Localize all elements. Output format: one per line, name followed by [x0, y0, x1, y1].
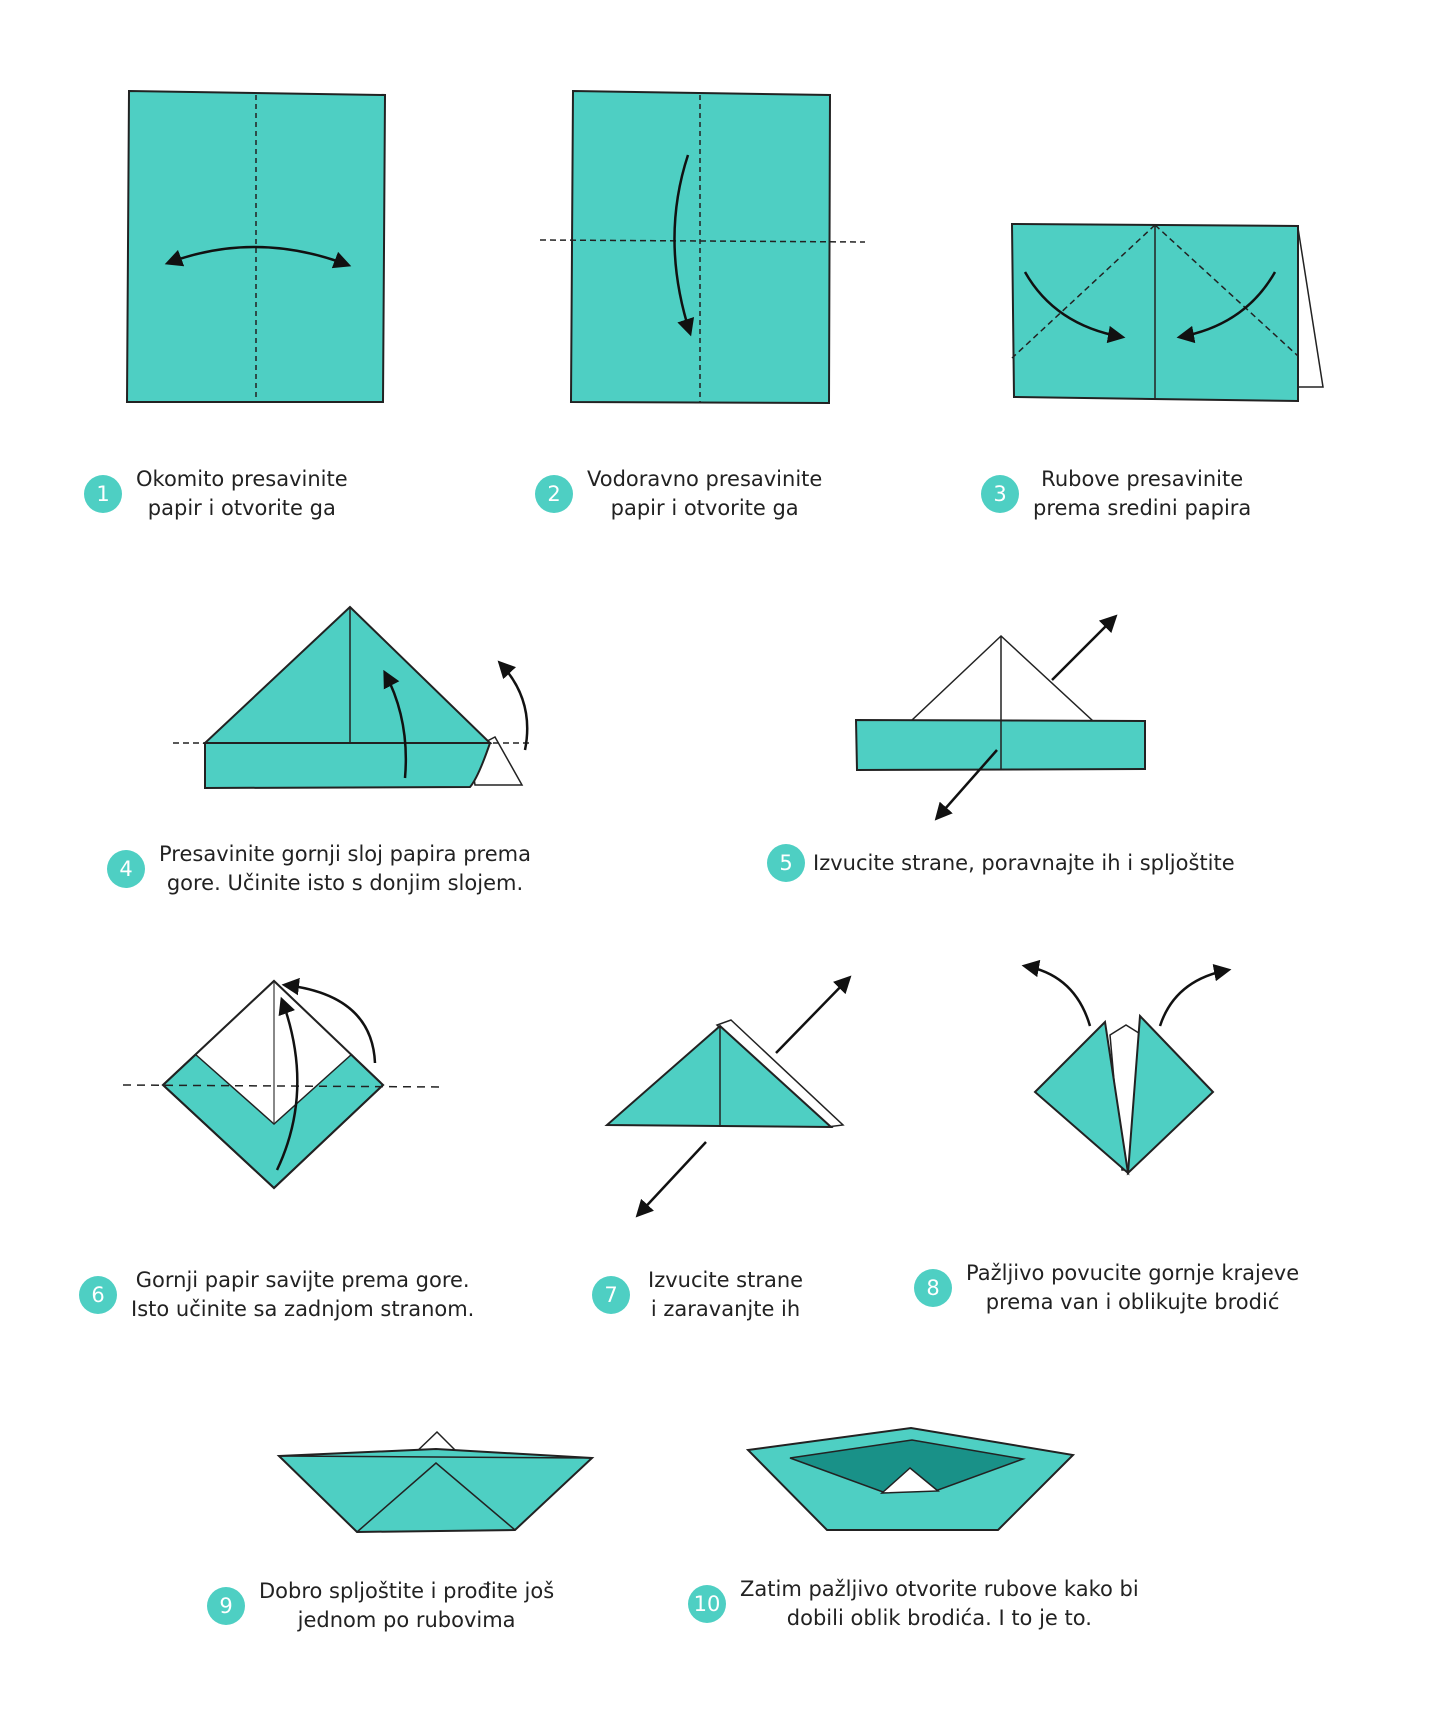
- step-text-line: Gornji papir savijte prema gore.: [135, 1268, 470, 1292]
- step-text-line: papir i otvorite ga: [147, 496, 336, 520]
- step-text-line: prema sredini papira: [1033, 496, 1252, 520]
- step-text-line: Presavinite gornji sloj papira prema: [159, 842, 531, 866]
- step-text-line: dobili oblik brodića. I to je to.: [786, 1606, 1092, 1630]
- pull-arrow-icon-7b: [638, 1142, 706, 1215]
- step-2-caption: [535, 465, 822, 523]
- step-text-line: Isto učinite sa zadnjom stranom.: [131, 1297, 475, 1321]
- step-text-line: Vodoravno presavinite: [587, 467, 823, 491]
- step-4-illustration: [173, 607, 530, 788]
- step-number-badge: 4: [107, 850, 145, 888]
- step-text-line: Dobro spljoštite i prođite još: [259, 1579, 555, 1603]
- pull-arrow-icon: [1052, 617, 1115, 680]
- step-10-illustration: [748, 1428, 1073, 1530]
- step-number-badge: 9: [207, 1587, 245, 1625]
- step-9-illustration: [279, 1432, 592, 1532]
- step-number-badge: 6: [79, 1276, 117, 1314]
- curl-out-arrow-icon: [1025, 966, 1090, 1026]
- step-number-badge: 7: [592, 1276, 630, 1314]
- step-9-caption: [207, 1577, 554, 1635]
- step-1-illustration: [127, 91, 385, 402]
- step-text-line: gore. Učinite isto s donjim slojem.: [166, 871, 524, 895]
- step-number-badge: 10: [688, 1585, 726, 1623]
- step-text-line: i zaravanjte ih: [650, 1297, 801, 1321]
- back-arrow-icon: [500, 663, 527, 750]
- step-8-illustration: [1025, 966, 1228, 1173]
- step-6-caption: [79, 1266, 474, 1324]
- step-10-caption: [688, 1575, 1139, 1633]
- step-number-badge: 5: [767, 844, 805, 882]
- step-text-line: Izvucite strane: [648, 1268, 804, 1292]
- step-text-line: Okomito presavinite: [136, 467, 348, 491]
- step-7-illustration: [607, 978, 849, 1215]
- step-number-badge: 1: [84, 475, 122, 513]
- pull-arrow-icon-7: [776, 978, 849, 1053]
- step-5-illustration: [856, 617, 1145, 818]
- step-text-line: Pažljivo povucite gornje krajeve: [966, 1261, 1300, 1285]
- step-text-line: jednom po rubovima: [297, 1608, 516, 1632]
- step-8-caption: [914, 1259, 1299, 1317]
- step-text-line: Izvucite strane, poravnajte ih i spljoštite: [813, 850, 1235, 875]
- step-number-badge: 3: [981, 475, 1019, 513]
- step-text-line: Rubove presavinite: [1041, 467, 1244, 491]
- step-number-badge: 2: [535, 475, 573, 513]
- step-3-caption: [981, 465, 1251, 523]
- step-number-badge: 8: [914, 1269, 952, 1307]
- step-6-illustration: [123, 981, 443, 1188]
- curl-out-arrow-icon-2: [1160, 970, 1228, 1026]
- step-text-line: Zatim pažljivo otvorite rubove kako bi: [740, 1577, 1139, 1601]
- step-text-line: papir i otvorite ga: [610, 496, 799, 520]
- step-4-caption: [107, 840, 531, 898]
- step-5-caption: [767, 844, 1235, 882]
- step-7-caption: [592, 1266, 803, 1324]
- step-text-line: prema van i oblikujte brodić: [985, 1290, 1280, 1314]
- step-2-illustration: [540, 91, 865, 403]
- step-3-illustration: [1012, 224, 1323, 401]
- step-1-caption: [84, 465, 348, 523]
